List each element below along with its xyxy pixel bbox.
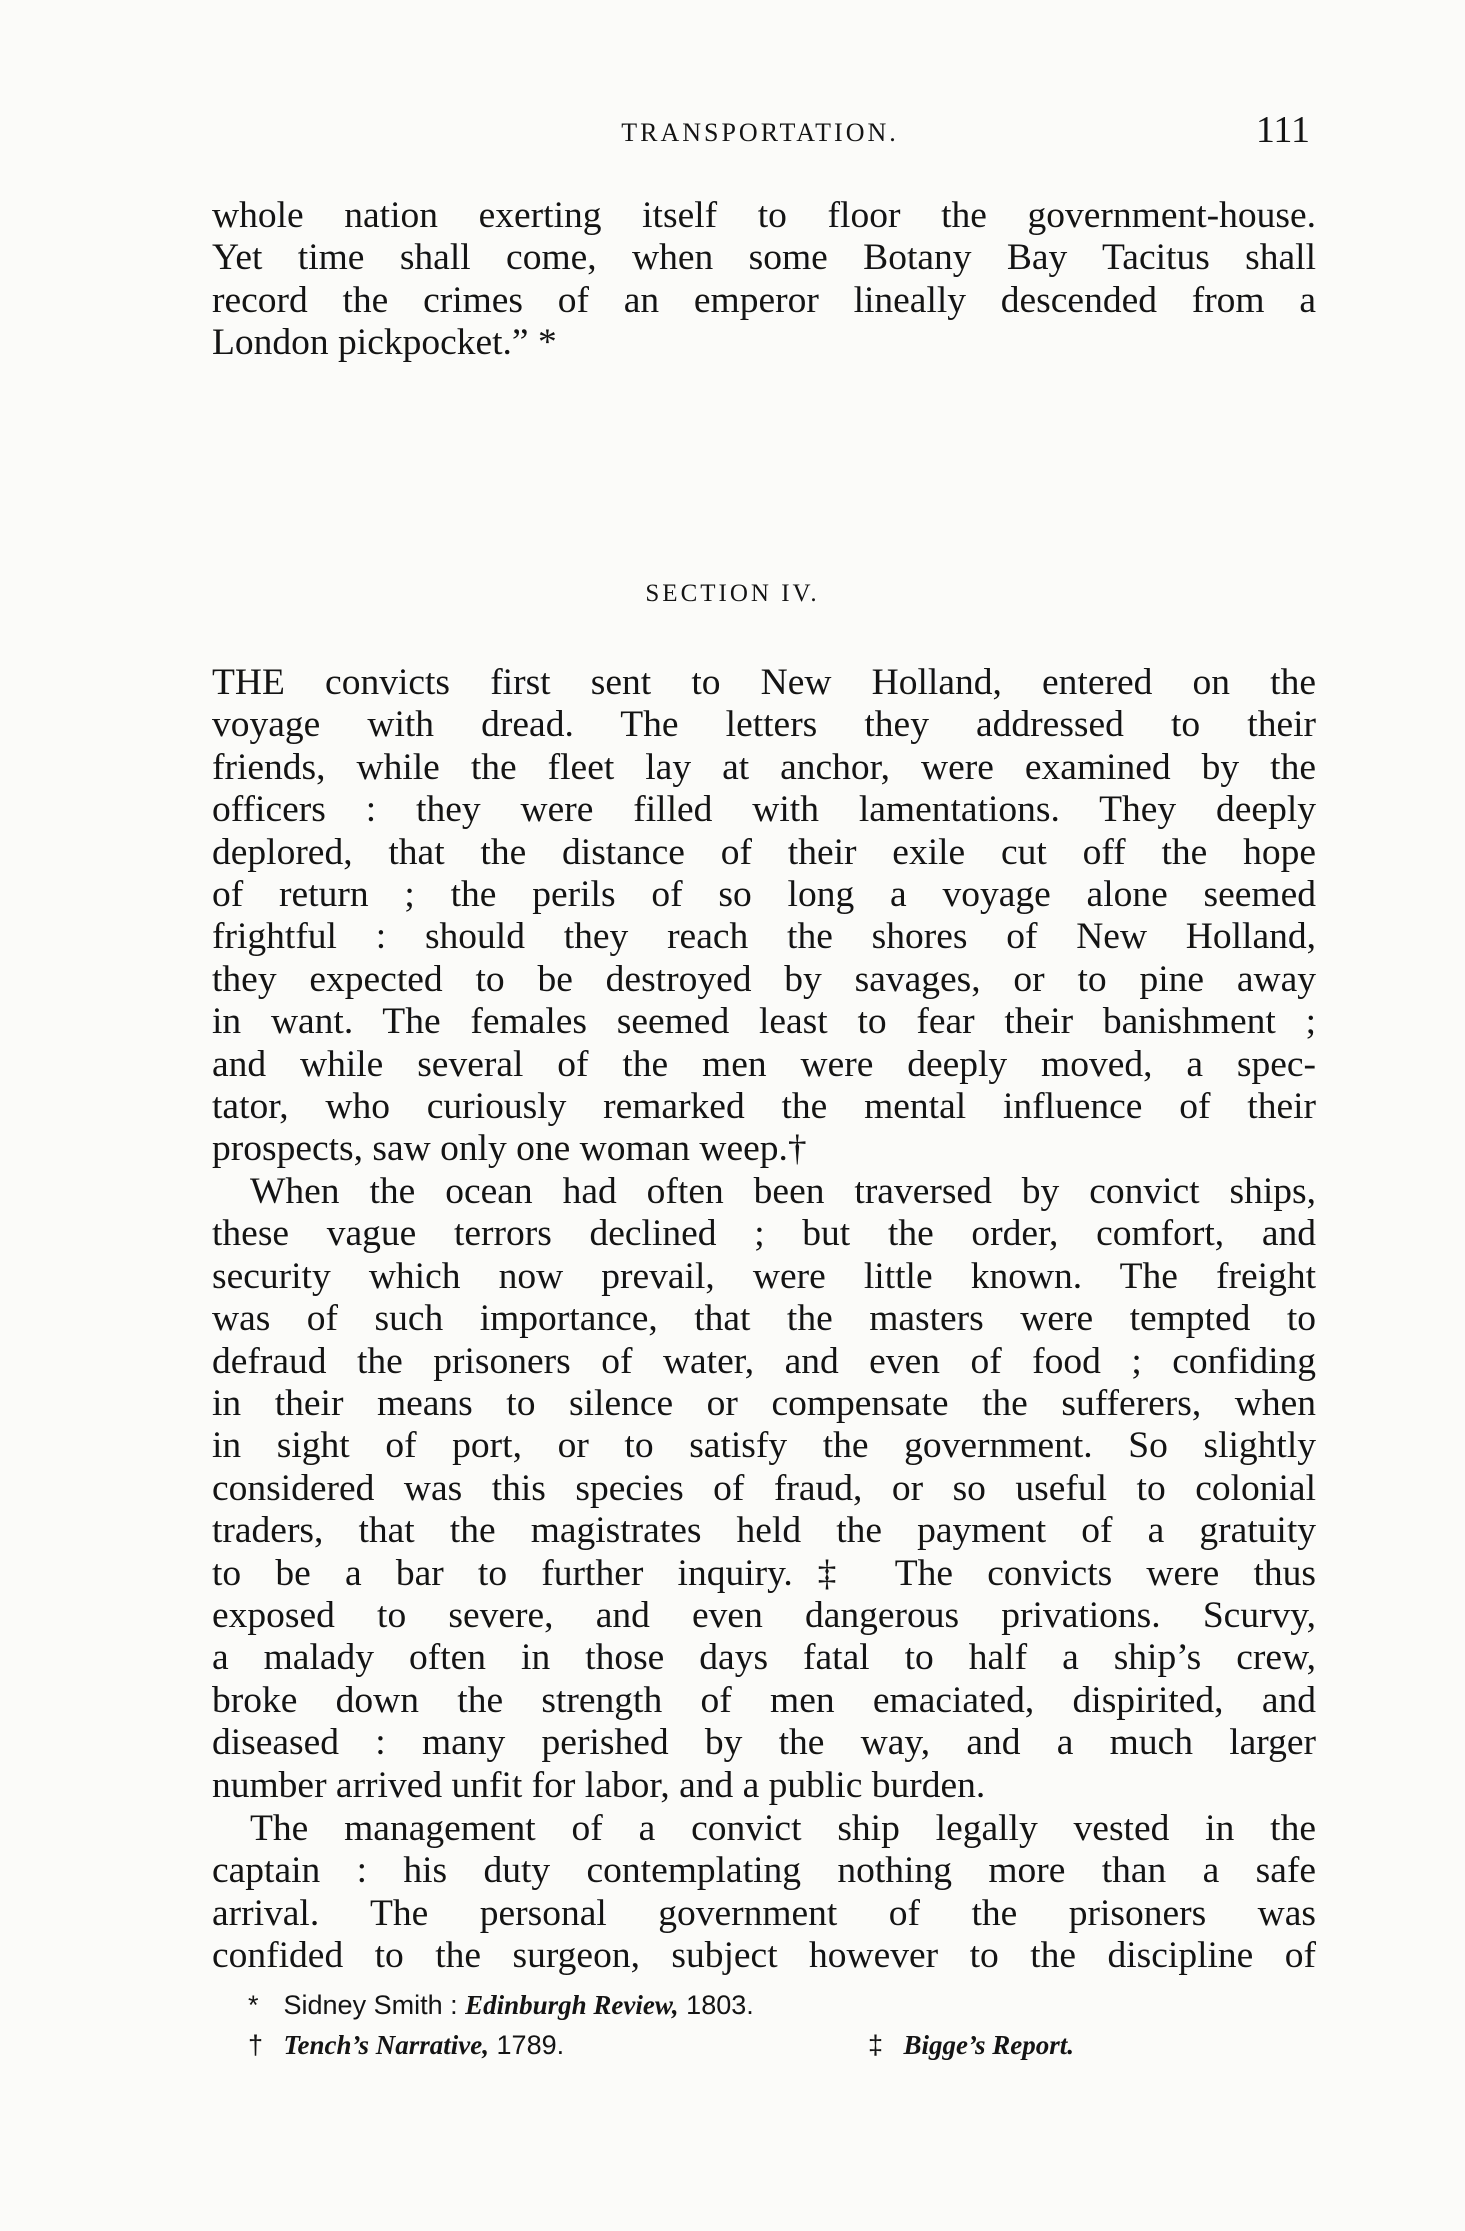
footnote-row-2: [248, 2025, 1248, 2065]
running-head: TRANSPORTATION.: [621, 118, 899, 147]
footnote-mark: ‡: [868, 2030, 884, 2060]
text-line: tator, who curiously remarked the mental influence of their: [212, 1086, 1316, 1128]
footnote-year: 1789.: [496, 2030, 565, 2060]
text-line: security which now prevail, were little known. The freight: [212, 1255, 1316, 1297]
text-line: friends, while the fleet lay at anchor, were examined by the: [212, 746, 1316, 788]
footnote-mark: *: [248, 1990, 259, 2020]
page-number: 111: [1255, 109, 1310, 151]
paragraph-3: [212, 1171, 1316, 1807]
text-line: of return ; the perils of so long a voyage alone seemed: [212, 874, 1316, 916]
text-line: they expected to be destroyed by savages, or to pine away: [212, 958, 1316, 1000]
footnote-year: 1803.: [686, 1990, 754, 2020]
text-line: captain : his duty contemplating nothing more than a safe: [212, 1850, 1316, 1892]
text-line: London pickpocket.” *: [212, 322, 557, 364]
footnote-3: [868, 2025, 1074, 2065]
text-line: considered was this species of fraud, or so useful to colonial: [212, 1467, 1316, 1509]
text-line: confided to the surgeon, subject however to the discipline of: [212, 1935, 1316, 1977]
text-line: broke down the strength of men emaciated, dispirited, and: [212, 1679, 1316, 1721]
text-line: When the ocean had often been traversed by convict ships,: [250, 1171, 1316, 1212]
paragraph-2: [212, 662, 1316, 1171]
text-line: record the crimes of an emperor lineally descended from a: [212, 279, 1316, 321]
paragraph-1: [212, 195, 1316, 365]
text-line: deplored, that the distance of their exile cut off the hope: [212, 831, 1316, 873]
footnote-1: [248, 1985, 1248, 2025]
text-line: was of such importance, that the masters were tempted to: [212, 1298, 1316, 1340]
text-line: voyage with dread. The letters they addressed to their: [212, 704, 1316, 746]
text-line: The management of a convict ship legally vested in the: [250, 1808, 1316, 1849]
text-line: in sight of port, or to satisfy the government. So slightly: [212, 1425, 1316, 1467]
footnote-mark: †: [248, 2030, 264, 2060]
text-line: in their means to silence or compensate the sufferers, when: [212, 1383, 1316, 1425]
text-line: a malady often in those days fatal to half a ship’s crew,: [212, 1637, 1316, 1679]
text-line: to be a bar to further inquiry.‡ The convicts were thus: [212, 1552, 1316, 1594]
text-line: arrival. The personal government of the prisoners was: [212, 1892, 1316, 1934]
text-line: defraud the prisoners of water, and even of food ; confiding: [212, 1340, 1316, 1382]
text-line: prospects, saw only one woman weep.†: [212, 1128, 807, 1170]
text-line: exposed to severe, and even dangerous privations. Scurvy,: [212, 1595, 1316, 1637]
footnote-title: Bigge’s Report.: [903, 2030, 1075, 2060]
paragraph-4: [212, 1808, 1316, 1978]
footnote-title: Edinburgh Review,: [465, 1990, 679, 2020]
text-line: whole nation exerting itself to floor the government-house.: [212, 195, 1316, 236]
footnote-title: Tench’s Narrative,: [283, 2030, 490, 2060]
section-heading: SECTION IV.: [645, 580, 820, 607]
footnote-author: Sidney Smith :: [283, 1990, 458, 2020]
text-line: in want. The females seemed least to fear their banishment ;: [212, 1001, 1316, 1043]
text-line: officers : they were filled with lamentations. They deeply: [212, 789, 1316, 831]
text-line: THE convicts first sent to New Holland, entered on the: [212, 662, 1316, 703]
text-line: traders, that the magistrates held the payment of a gratuity: [212, 1510, 1316, 1552]
text-line: diseased : many perished by the way, and a much larger: [212, 1722, 1316, 1764]
text-line: frightful : should they reach the shores of New Holland,: [212, 916, 1316, 958]
text-line: Yet time shall come, when some Botany Bay Tacitus shall: [212, 237, 1316, 279]
page-header: [210, 108, 1310, 158]
footnotes: [248, 1985, 1248, 2065]
text-line: and while several of the men were deeply moved, a spec-: [212, 1043, 1316, 1085]
text-line: number arrived unfit for labor, and a public burden.: [212, 1764, 986, 1806]
text-line: these vague terrors declined ; but the order, comfort, and: [212, 1213, 1316, 1255]
